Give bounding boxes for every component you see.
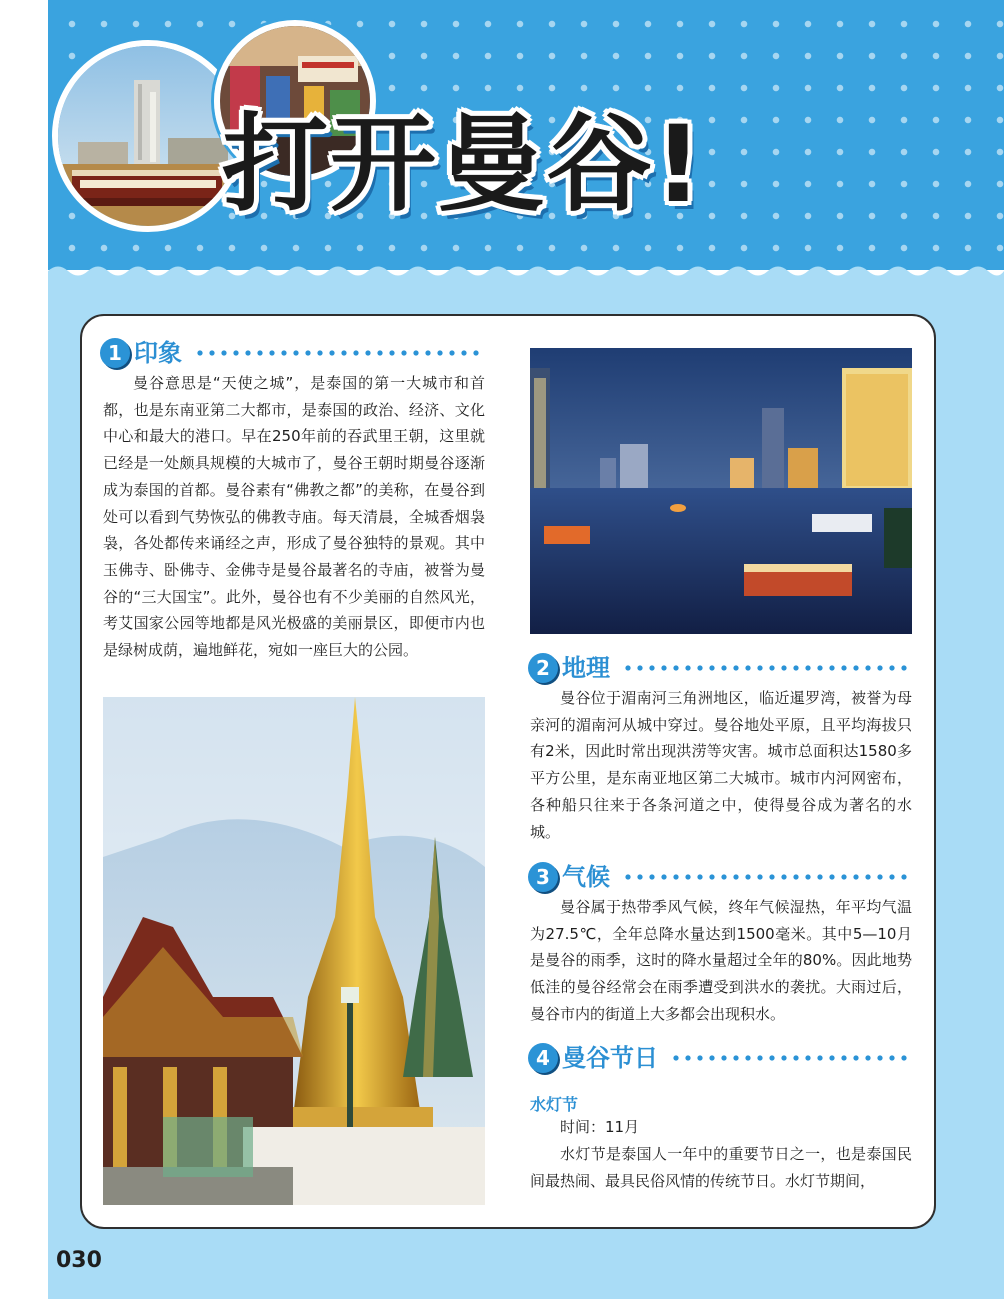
- night-river-photo: [530, 348, 912, 634]
- page-title: 打开曼谷!: [222, 103, 705, 226]
- section-climate-heading: [528, 862, 910, 892]
- section-number-badge: 4: [528, 1043, 558, 1073]
- section-number-badge: 1: [100, 338, 130, 368]
- climate-paragraph: 曼谷属于热带季风气候，终年气候湿热，年平均气温为27.5℃，全年总降水量达到1500毫米。其中5—10月是曼谷的雨季，这时的降水量超过全年的80%。因此地势低洼的曼谷经常会在雨季遭受到洪水的袭扰。大雨过后，曼谷市内的街道上大多都会出现积水。: [530, 898, 912, 1023]
- festival-time: 时间：11月: [560, 1118, 640, 1136]
- section-title: 气候: [562, 863, 610, 891]
- impression-paragraph: 曼谷意思是“天使之城”，是泰国的第一大城市和首都，也是东南亚第二大都市，是泰国的政治、经济、文化中心和最大的港口。早在250年前的吞武里王朝，这里就已经是一处颇具规模的大城市了，曼谷王朝时期曼谷逐渐成为泰国的首都。曼谷素有“佛教之都”的美称，在曼谷到处可以看到气势恢弘的佛教寺庙。每天清晨，全城香烟袅袅，各处都传来诵经之声，形成了曼谷独特的景观。其中玉佛寺、卧佛寺、金佛寺是曼谷最著名的寺庙，被誉为曼谷的“三大国宝”。此外，曼谷也有不少美丽的自然风光，考艾国家公园等地都是风光极盛的美丽景区，即便市内也是绿树成荫，遍地鲜花，宛如一座巨大的公园。: [103, 374, 485, 660]
- section-impression-heading: [100, 338, 482, 368]
- section-title: 印象: [134, 339, 182, 367]
- dotted-rule: [670, 1055, 910, 1061]
- festival-name: 水灯节: [530, 1095, 579, 1114]
- left-margin: [0, 278, 48, 1299]
- dotted-rule: [194, 350, 482, 356]
- page-number: 030: [56, 1248, 102, 1273]
- section-number-badge: 2: [528, 653, 558, 683]
- section-title: 曼谷节日: [562, 1044, 658, 1072]
- temple-photo: [103, 697, 485, 1205]
- dotted-rule: [622, 665, 910, 671]
- section-geography-heading: [528, 653, 910, 683]
- dotted-rule: [622, 874, 910, 880]
- festival-paragraph: 水灯节是泰国人一年中的重要节日之一，也是泰国民间最热闹、最具民俗风情的传统节日。水灯节期间，: [530, 1145, 912, 1190]
- section-number-badge: 3: [528, 862, 558, 892]
- river-boat-photo: [52, 40, 244, 232]
- geography-paragraph: 曼谷位于湄南河三角洲地区，临近暹罗湾，被誉为母亲河的湄南河从城中穿过。曼谷地处平原，且平均海拔只有2米，因此时常出现洪涝等灾害。城市总面积达1580多平方公里，是东南亚地区第二大城市。城市内河网密布，各种船只往来于各条河道之中，使得曼谷成为著名的水城。: [530, 689, 912, 841]
- section-title: 地理: [562, 654, 610, 682]
- section-festivals-heading: [528, 1043, 910, 1073]
